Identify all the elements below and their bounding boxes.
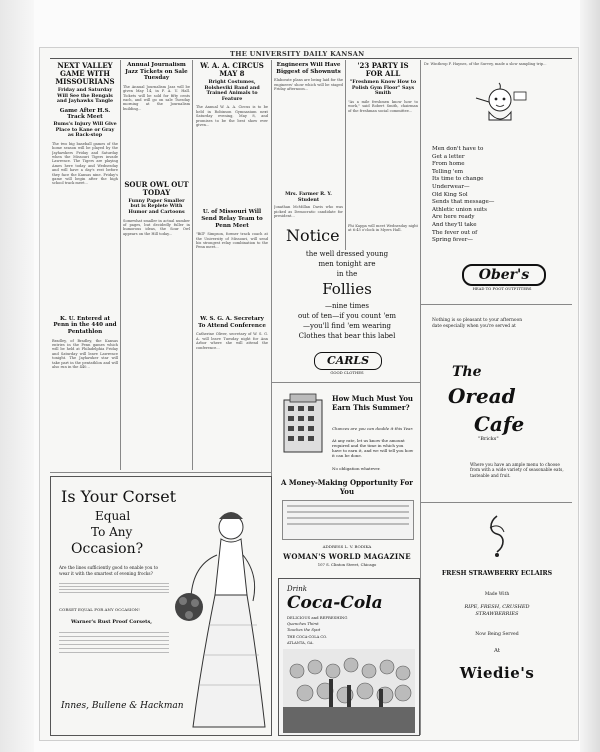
coke-company: THE COCA-COLA CO. [287,635,327,639]
headline-wsga: W. S. G. A. Secretary To Attend Conference [198,316,266,329]
coke-drink: Drink [287,585,307,593]
article-body: "Bill" Simpson, former track coach at the University of Missouri, will send his strongest relay combination to the Penn meet... [196,232,268,250]
coke-tagline-2: Quenches Thirst [287,621,319,626]
corset-body-filler [59,629,169,669]
money-title: How Much Must You Earn This Summer? [332,394,413,412]
coca-cola-ad [278,578,420,736]
article-body: Somewhat smaller in actual number of pages, but decidedly fuller in humorous ideas, the Sour Owl appears on the Hill today... [123,218,190,236]
corset-brand: Warner's Rust Proof Corsets, [71,619,153,625]
money-lead: Chances are you can double it this Year. [332,426,414,431]
headline-sour-owl: SOUR OWL OUT TODAY [124,179,189,197]
mens-ad-line: Old King Sol [432,191,468,198]
mens-ad-line: Athletic union suits [432,206,487,213]
oread-intro: Nothing is so pleasant to your afternoon date especially when you're served at [432,318,523,329]
oread-bricks: "Bricks" [478,436,499,442]
column-3 [196,62,268,468]
headline-track-meet: Game After H.S. Track Meet [59,107,111,121]
article-body: Elaborate plans are being laid for the engineers' show which will be staged Friday afternoon... [274,78,343,91]
carls-tagline: GOOD CLOTHES [330,370,364,375]
masthead-rule [50,58,572,59]
money-no-obligation: No obligation whatever. [332,466,381,471]
notice-line: men tonight are [318,260,376,268]
subhead-waa-circus: Bright Costumes, Bolsheviki Band and Trained Animals to Feature [204,79,260,102]
mens-ad-line: Are here ready [432,214,475,221]
notice-line: Clothes that bear this label [298,332,396,340]
magazine-name: WOMAN'S WORLD MAGAZINE [283,552,411,561]
coke-tagline-1: DELICIOUS and REFRESHING [287,615,348,620]
obers-logo: Ober's [462,264,546,286]
article-body: Bradley, of Bradley, the Kansas entries in the Penn games which will be held at Philadelphia Friday and Saturday will leave Lawrence tonight. The Jayhawker star will take part in the pentathlon and will also run in the 440... [52,338,118,369]
column-5 [348,62,418,248]
magazine-address: 107 S. Clinton Street, Chicago [317,562,377,567]
subhead-valley-game: Friday and Saturday Will See the Bengals and Jayhawks Tangle [56,87,114,105]
headline-engineers: Engineers Will Have Biggest of Shownuts [276,62,341,75]
headline-missouri-relay: U. of Missouri Will Send Relay Team to Penn Meet [201,209,263,229]
oread-the: The [452,364,482,380]
column-divider [192,60,193,470]
corset-question: CORSET EQUAL FOR ANY OCCASION! [59,607,140,612]
mens-ad-line: Telling 'em [432,168,464,175]
headline-23-party: '23 PARTY IS FOR ALL [357,62,409,78]
article-body: The Annual W. A. A. Circus is to be held in Robinson Gymnasium next Saturday evening, May 8, and promises to be the best show ever given... [196,105,268,127]
corset-headline-1: Is Your Corset [61,487,177,506]
notice-line: out of ten—if you count 'em [297,312,397,320]
article-body: Jonathan McMillan Davis who was picked as Democratic candidate for president... [274,205,343,219]
corset-body: Are the lines sufficiently good to enable you to wear it with the smartest of evening frocks? [59,565,158,576]
column-4 [274,62,343,248]
wiedies-ad [424,508,570,734]
column-2 [123,62,190,468]
notice-line: the well dressed young [305,250,389,258]
headline-farmer: Mrs. Farmer R. Y. Student [285,191,332,203]
oread-cafe-ad [424,312,570,500]
subhead-23-party: "Freshmen Know How to Polish Gym Floor" Says Smith [349,79,417,97]
headline-valley-game: NEXT VALLEY GAME WITH MISSOURIANS [55,62,115,86]
corset-signature: Innes, Bullene & Hackman [61,701,184,711]
wiedies-now-served: Now Being Served [475,632,519,637]
carls-notice-ad [276,222,418,380]
mens-ad-copy [432,146,568,256]
article-body: "As a mile freshmen know how to work," said Robert Smith, chairman of the freshman social committee... [348,99,418,113]
column-divider [120,60,121,470]
section-rule [420,304,572,305]
coke-city: ATLANTA, GA. [287,641,314,645]
money-headline-2: A Money-Making Opportunity For You [280,478,413,496]
corset-body-filler [59,581,169,599]
article-body: Catherine Oliver, secretary of W. S. G. A. will leave Tuesday night for Ann Arbor where she will attend the conference... [196,332,268,350]
obers-tagline: HEAD TO FOOT OUTFITTERS [472,286,532,291]
wiedies-ripe: RIPE, FRESH, CRUSHED STRAWBERRIES [464,604,530,617]
subhead-sour-owl: Funny Paper Smaller but is Replete With Humor and Cartoons [128,197,185,215]
masthead: THE UNIVERSITY DAILY KANSAN [230,50,365,58]
mens-ad-line: Spring fever— [432,237,473,244]
headline-penn-entry: K. U. Entered at Penn in the 440 and Pentathlon [53,315,117,335]
wiedies-made: Made With [484,592,510,597]
subhead-track-meet: Bums's Injury Will Give Place to Kane or Gray as Back-stop [53,120,117,139]
wiedies-at: At [494,648,500,654]
headline-waa-circus: W. A. A. CIRCUS MAY 8 [200,62,264,78]
article-body: Dr. Winthrop F. Haynes, of the Survey, made a slow sampling trip... [424,62,547,66]
headline-journalism-jazz: Annual Journalism Jazz Tickets on Sale Tuesday [125,62,188,82]
mens-ad-line: From home [432,161,465,168]
crowd-illustration [283,649,415,733]
womans-world-ad [276,386,418,576]
section-rule [50,472,272,473]
corset-headline-2: Equal [95,509,131,523]
section-rule [272,382,420,383]
mens-ad-line: Get a letter [432,153,465,160]
notice-title: Notice [286,226,340,245]
mens-ad-line: Men don't have to [432,146,484,152]
kewpie-illustration [470,82,530,128]
woman-figure-illustration [173,505,267,731]
oread-name: Oread [448,384,516,408]
oread-menu-text: Where you have an ample menu to choose from with a wide variety of seasonable eats, tasteable and fruit. [470,462,564,478]
coupon-box [282,500,414,540]
mens-ad-line: Underwear— [432,183,470,190]
notice-line: in the [336,270,358,278]
mens-ad-line: And they'll take [432,221,477,228]
wiedies-name: Wiedie's [459,664,535,682]
column-divider [420,60,421,735]
notice-follies: Follies [322,280,372,298]
page-edge-left [0,0,34,752]
corset-headline-3: To Any [91,525,133,539]
coke-logo: Coca-Cola [287,593,383,613]
notice-line: —you'll find 'em wearing [303,322,391,330]
article-body: Phi Kappa will meet Wednesday night at 6:45 o'clock in Myers Hall. [348,223,418,233]
corset-headline-4: Occasion? [71,541,144,557]
mens-ad-line: Its time to change [432,176,484,183]
money-address-line: ADDRESS L. V. BODIKA [322,544,372,549]
oread-cafe: Cafe [474,412,525,436]
wiedies-headline: FRESH STRAWBERRY ECLAIRS [441,570,553,577]
column-1 [52,62,118,468]
section-rule [420,502,572,503]
monogram-ornament [486,514,508,558]
notice-line: —nine times [324,302,370,310]
corset-ad [50,476,272,736]
building-illustration [280,392,326,454]
carls-logo: CARLS [314,352,382,370]
mens-ad-line: Sends that message— [432,199,495,206]
article-body: The two big baseball games of the home season will be played by the Jayhawkers Friday and Saturday when the Missouri Tigers invade Lawrence. The Tigers are playing Ames here today and Wednesday and will have a day's rest before they face the Kansas nine. Friday's game will begin after the high school track meet... [52,141,118,186]
coke-tagline-3: Touches the Spot [287,627,321,632]
article-body: The Annual Journalism Jazz will be given May 14, in F. A. U. Hall. Tickets will be sold for fifty cents each, and will go on sale Tuesday morning at the Journalism building... [123,84,190,111]
mens-ad-line: The fever out of [432,229,478,236]
money-body: At any rate, let us know the amount required and the time in which you have to earn it, and we will tell you how it can be done. [332,438,414,458]
page-edge-right [580,0,600,752]
column-6-lead [424,62,570,76]
